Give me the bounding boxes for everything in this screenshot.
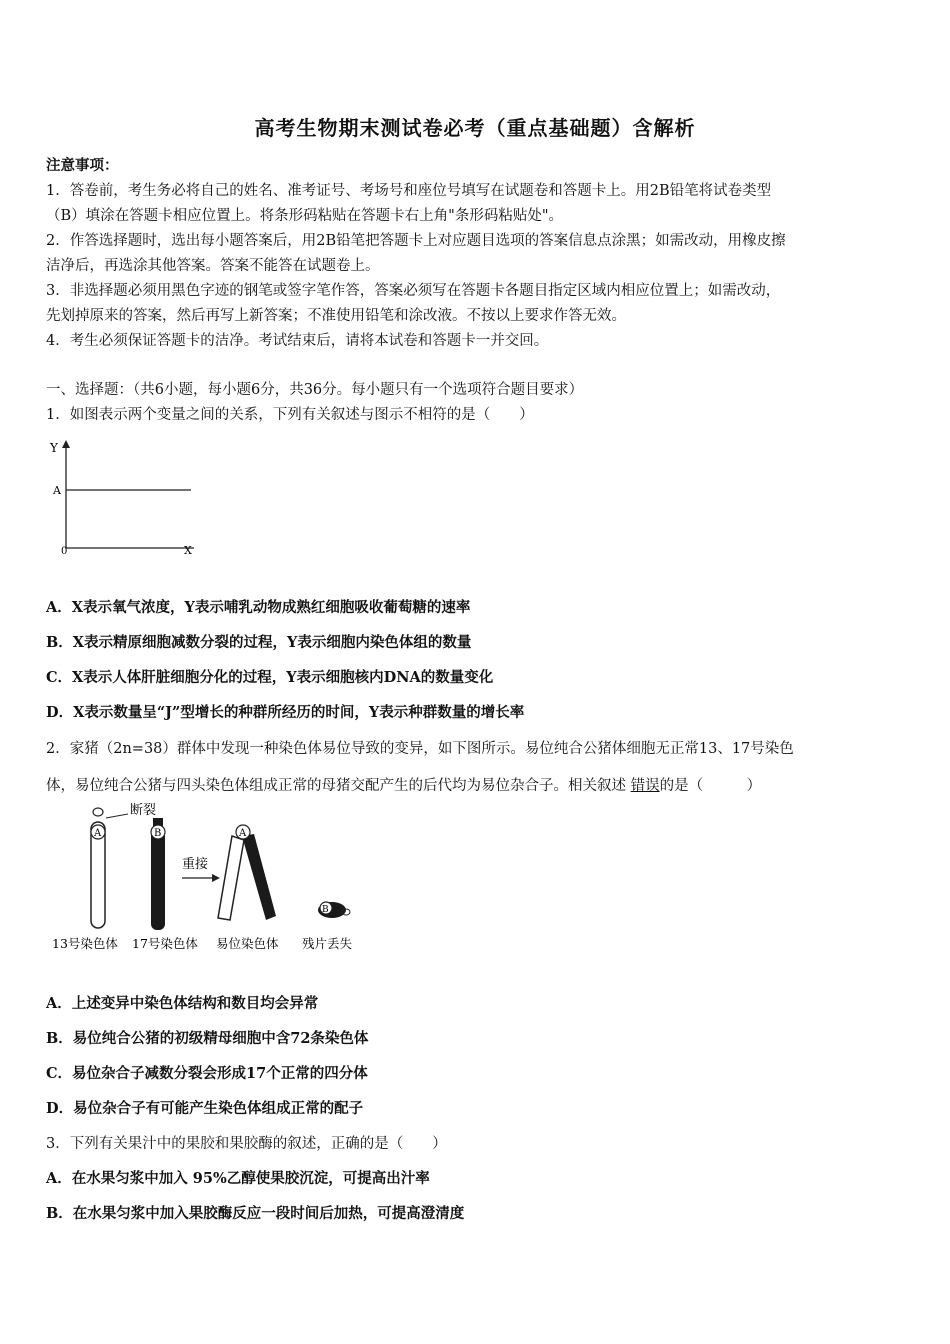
marker-b-label: B [322,905,329,915]
stem-text: 的是（ ） [659,778,762,794]
question-stem: 1．如图表示两个变量之间的关系，下列有关叙述与图示不相符的是（ ） [46,407,534,423]
lost-fragment [318,902,350,918]
broken-tip [93,808,103,816]
notice-line: 4．考生必须保证答题卡的洁净。考试结束后，请将本试卷和答题卡一并交回。 [46,333,549,349]
option-a: A．X表示氧气浓度，Y表示哺乳动物成熟红细胞吸收葡萄糖的速率 [46,599,471,616]
chromosome-body [151,830,165,930]
break-label: 断裂 [130,803,157,818]
option-d: D．X表示数量呈“J”型增长的种群所经历的时间，Y表示种群数量的增长率 [46,704,525,721]
stem-text: 体，易位纯合公猪与四头染色体组成正常的母猪交配产生的后代均为易位杂合子。相关叙述 [46,778,631,794]
chromosome-translocation-figure [46,800,376,960]
caption-translocation: 易位染色体 [216,936,279,951]
question-stem: 3．下列有关果汁中的果胶和果胶酶的叙述，正确的是（ ） [46,1136,447,1152]
q1-graph [46,436,206,561]
caption-13: 13号染色体 [52,936,118,951]
option-b: B．X表示精原细胞减数分裂的过程，Y表示细胞内染色体组的数量 [46,634,472,651]
marker-a-label: A [94,828,102,839]
notice-line: 先划掉原来的答案，然后再写上新答案；不准使用铅笔和涂改液。不按以上要求作答无效。 [46,308,626,324]
marker-a-label: A [239,828,247,839]
notice-line: 1．答卷前，考生务必将自己的姓名、准考证号、考场号和座位号填写在试题卷和答题卡上。用2B铅笔将试卷类型 [46,183,772,199]
option-c: C．X表示人体肝脏细胞分化的过程，Y表示细胞核内DNA的数量变化 [46,669,494,686]
option-c: C．易位杂合子减数分裂会形成17个正常的四分体 [46,1065,368,1082]
option-a: A．在水果匀浆中加入 95%乙醇使果胶沉淀，可提高出汁率 [46,1170,430,1187]
translocation-chromosome [218,825,276,920]
chromosome-17 [151,818,165,930]
option-b: B．在水果匀浆中加入果胶酶反应一段时间后加热，可提高澄清度 [46,1205,465,1222]
notice-heading: 注意事项： [46,157,119,174]
white-arm [218,836,244,920]
join-label: 重接 [182,857,209,872]
question-stem: 2．家猪（2n=38）群体中发现一种染色体易位导致的变异，如下图所示。易位纯合公猪体细胞无正常13、17号染色 [46,741,794,757]
stem-emphasis: 错误 [630,778,660,794]
arrow-head-icon [212,874,220,882]
notice-line: 3．非选择题必须用黑色字迹的钢笔或签字笔作答，答案必须写在答题卡各题目指定区域内相应位置上；如需改动， [46,283,781,299]
marker-b-label: B [154,828,162,839]
black-arm [242,834,276,920]
level-label: A [53,484,61,497]
notice-line: 洁净后，再选涂其他答案。答案不能答在试题卷上。 [46,258,380,274]
notice-line: 2．作答选择题时，选出每小题答案后，用2B铅笔把答题卡上对应题目选项的答案信息点涂黑；如需改动，用橡皮擦 [46,233,786,249]
section-heading: 一、选择题：（共6小题，每小题6分，共36分。每小题只有一个选项符合题目要求） [46,382,584,398]
option-b: B．易位纯合公猪的初级精母细胞中含72条染色体 [46,1030,369,1047]
caption-17: 17号染色体 [132,936,198,951]
option-a: A．上述变异中染色体结构和数目均会异常 [46,995,319,1012]
y-axis-label: Y [50,441,58,455]
break-pointer [106,814,128,818]
caption-fragment: 残片丢失 [302,936,353,951]
page-title: 高考生物期末测试卷必考（重点基础题）含解析 [254,116,696,140]
origin-label: 0 [61,546,68,557]
option-d: D．易位杂合子有可能产生染色体组成正常的配子 [46,1100,364,1117]
question-stem [46,774,761,795]
y-axis-arrow-icon [62,440,70,448]
chromosome-13 [91,808,105,928]
notice-line: （B）填涂在答题卡相应位置上。将条形码粘贴在答题卡右上角"条形码粘贴处"。 [46,208,563,224]
x-axis-label: X [184,544,192,557]
